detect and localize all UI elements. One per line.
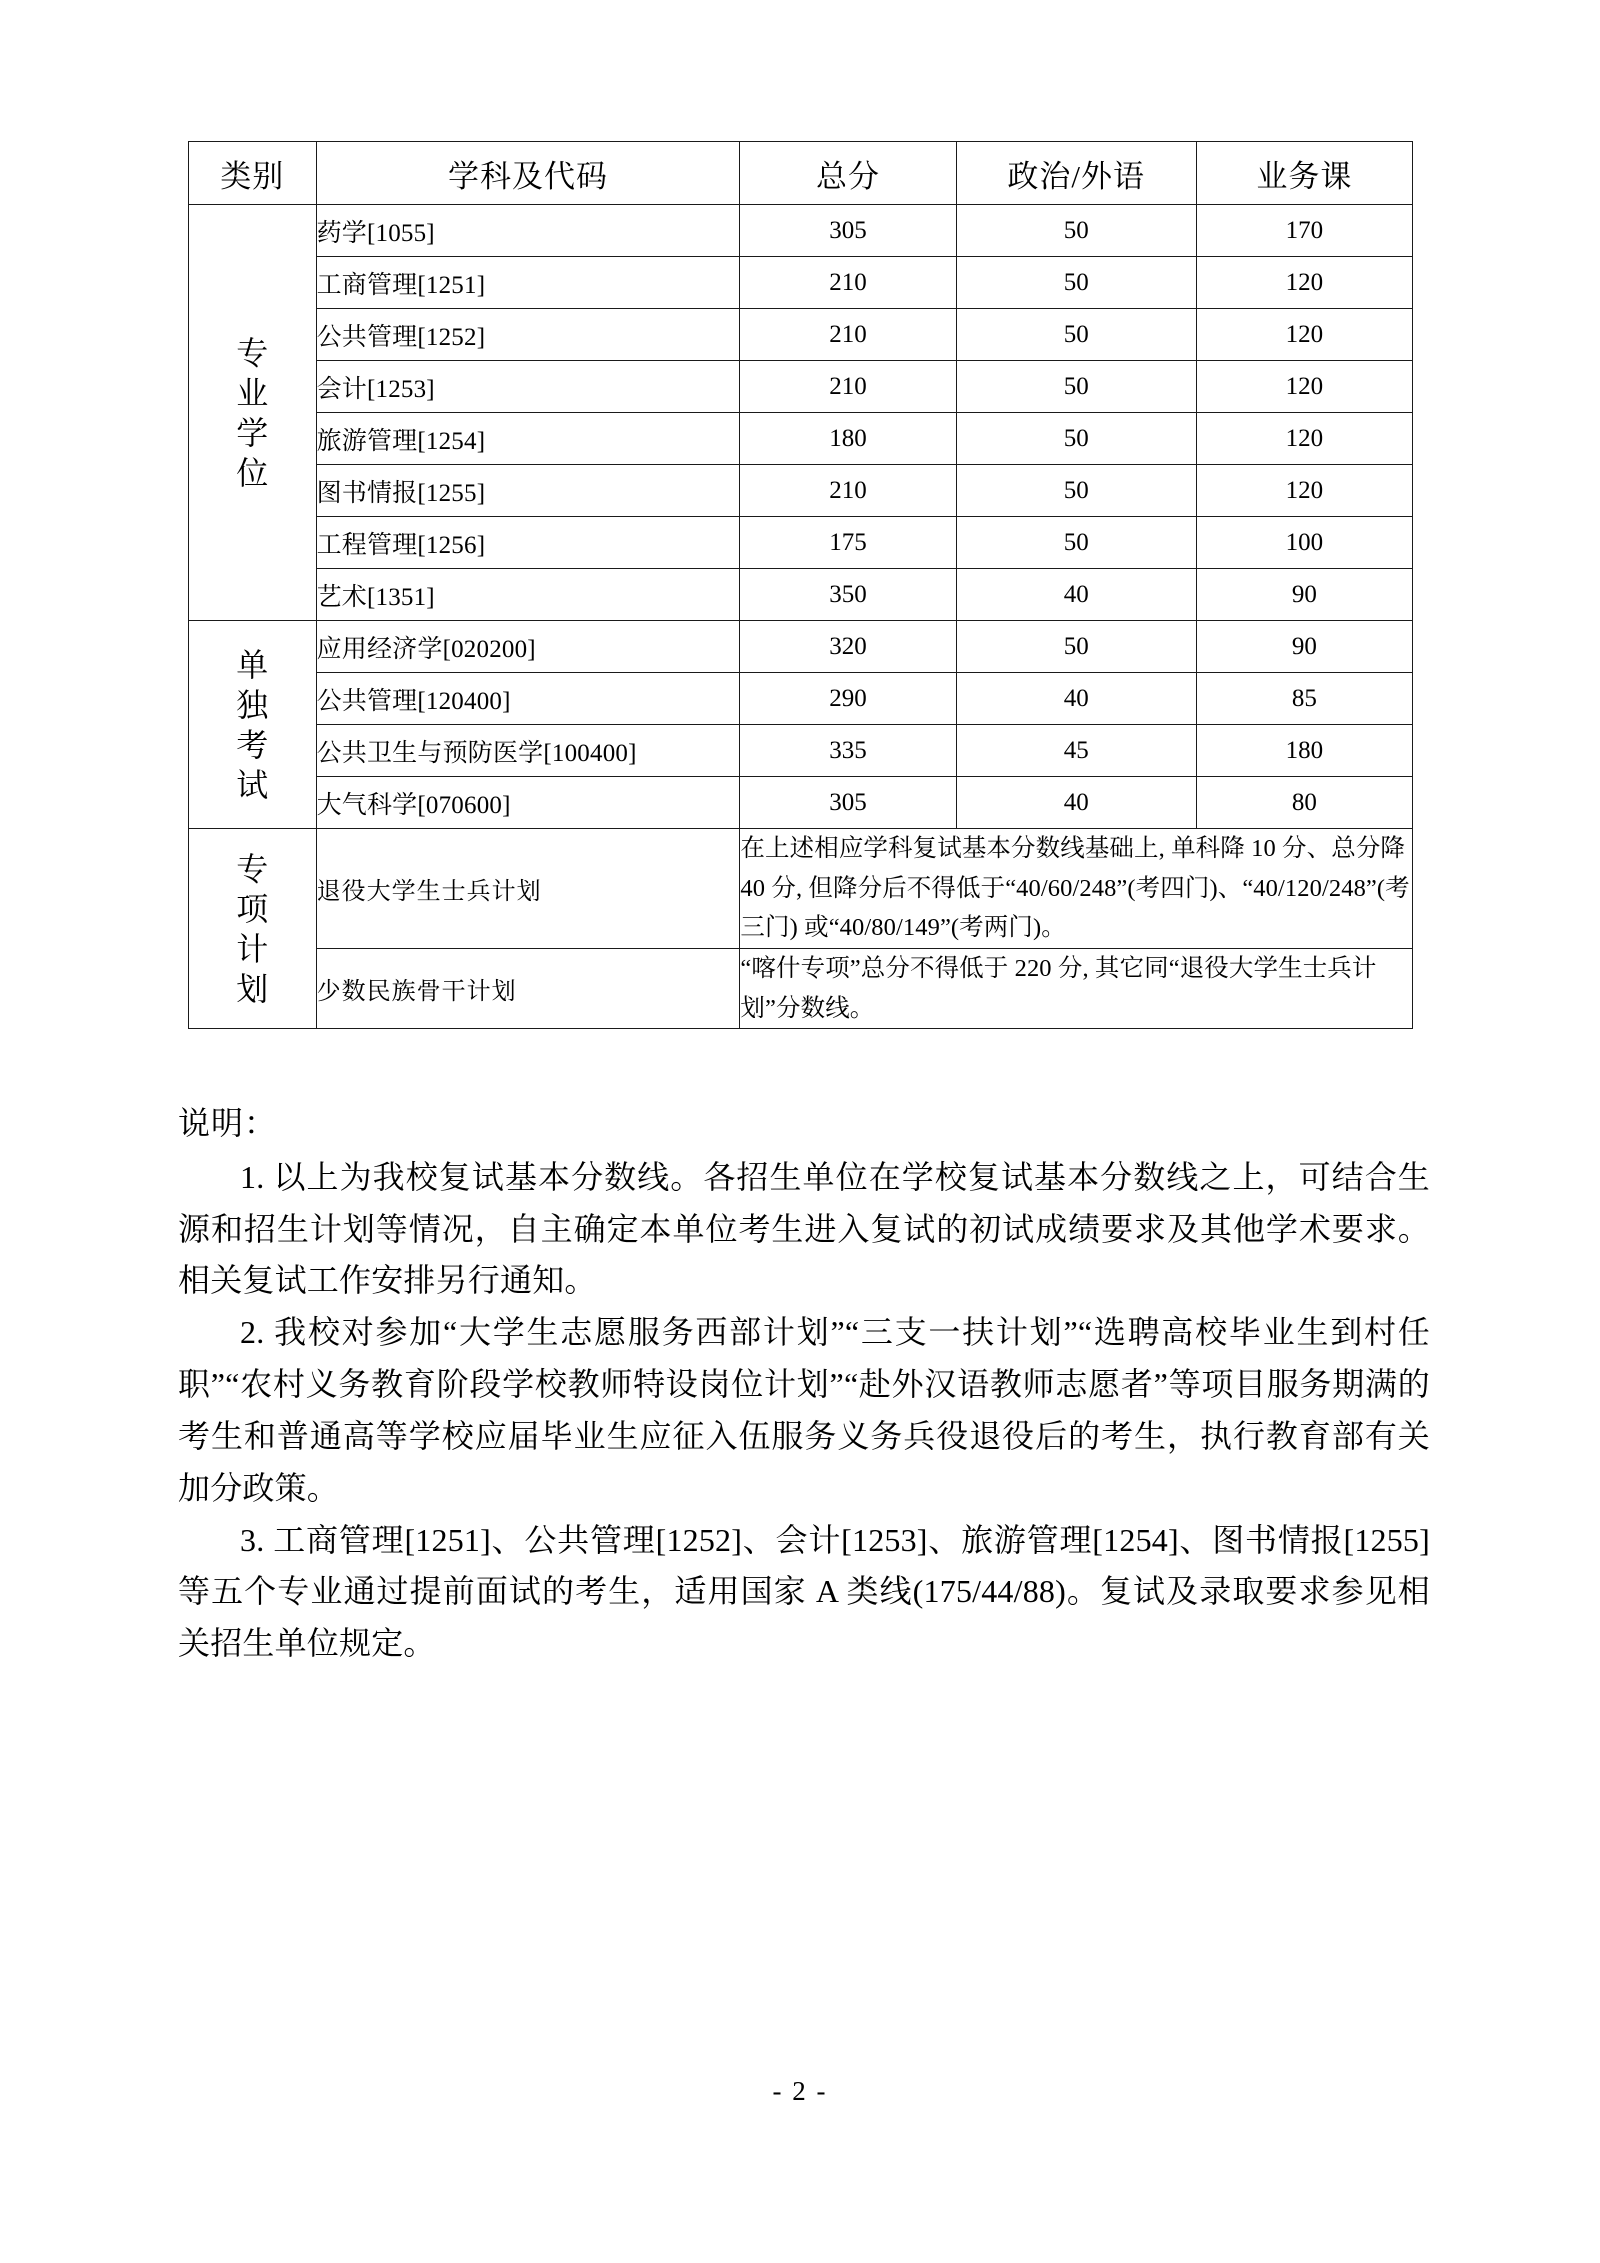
table-header-row bbox=[189, 142, 1413, 205]
special-program-note: “喀什专项”总分不得低于 220 分, 其它同“退役大学生士兵计划”分数线。 bbox=[740, 949, 1413, 1029]
header-politics-foreign: 政治/外语 bbox=[956, 142, 1196, 205]
header-category: 类别 bbox=[189, 142, 317, 205]
professional-cell: 120 bbox=[1196, 361, 1412, 413]
category-cell-separate-exam bbox=[189, 621, 317, 829]
total-cell: 290 bbox=[740, 673, 956, 725]
politics-foreign-cell: 50 bbox=[956, 257, 1196, 309]
page-footer: - 2 - bbox=[772, 2076, 828, 2106]
total-cell: 335 bbox=[740, 725, 956, 777]
table-row bbox=[189, 829, 1413, 949]
professional-cell: 100 bbox=[1196, 517, 1412, 569]
total-cell: 305 bbox=[740, 205, 956, 257]
politics-foreign-cell: 50 bbox=[956, 205, 1196, 257]
total-cell: 210 bbox=[740, 309, 956, 361]
note-item: 2. 我校对参加“大学生志愿服务西部计划”“三支一扶计划”“选聘高校毕业生到村任职”“农村义务教育阶段学校教师特设岗位计划”“赴外汉语教师志愿者”等项目服务期满的考生和普通高等学校应届毕业生应征入伍服务义务兵役退役后的考生，执行教育部有关加分政策。 bbox=[178, 1314, 1430, 1506]
professional-cell: 180 bbox=[1196, 725, 1412, 777]
politics-foreign-cell: 50 bbox=[956, 517, 1196, 569]
category-label: 专业学位 bbox=[236, 334, 269, 491]
total-cell: 210 bbox=[740, 257, 956, 309]
total-cell: 320 bbox=[740, 621, 956, 673]
total-cell: 175 bbox=[740, 517, 956, 569]
subject-cell: 会计[1253] bbox=[316, 361, 740, 413]
total-cell: 210 bbox=[740, 465, 956, 517]
professional-cell: 85 bbox=[1196, 673, 1412, 725]
table-row bbox=[189, 621, 1413, 673]
table-row bbox=[189, 777, 1413, 829]
table-row bbox=[189, 725, 1413, 777]
total-cell: 350 bbox=[740, 569, 956, 621]
special-program-label: 退役大学生士兵计划 bbox=[316, 829, 740, 949]
total-cell: 305 bbox=[740, 777, 956, 829]
professional-cell: 120 bbox=[1196, 309, 1412, 361]
category-label: 专项计划 bbox=[236, 850, 269, 1007]
subject-cell: 应用经济学[020200] bbox=[316, 621, 740, 673]
politics-foreign-cell: 50 bbox=[956, 309, 1196, 361]
professional-cell: 120 bbox=[1196, 413, 1412, 465]
category-cell-special-program bbox=[189, 829, 317, 1029]
politics-foreign-cell: 50 bbox=[956, 621, 1196, 673]
table-row bbox=[189, 949, 1413, 1029]
header-total: 总分 bbox=[740, 142, 956, 205]
politics-foreign-cell: 50 bbox=[956, 361, 1196, 413]
notes-section bbox=[178, 1098, 1430, 1670]
table-row bbox=[189, 465, 1413, 517]
politics-foreign-cell: 40 bbox=[956, 569, 1196, 621]
subject-cell: 图书情报[1255] bbox=[316, 465, 740, 517]
subject-cell: 公共管理[1252] bbox=[316, 309, 740, 361]
subject-cell: 工程管理[1256] bbox=[316, 517, 740, 569]
note-item: 1. 以上为我校复试基本分数线。各招生单位在学校复试基本分数线之上，可结合生源和招生计划等情况，自主确定本单位考生进入复试的初试成绩要求及其他学术要求。相关复试工作安排另行通知。 bbox=[178, 1158, 1430, 1299]
table-row bbox=[189, 517, 1413, 569]
professional-cell: 90 bbox=[1196, 569, 1412, 621]
table-row bbox=[189, 361, 1413, 413]
subject-cell: 公共管理[120400] bbox=[316, 673, 740, 725]
subject-cell: 工商管理[1251] bbox=[316, 257, 740, 309]
table-row bbox=[189, 413, 1413, 465]
professional-cell: 80 bbox=[1196, 777, 1412, 829]
total-cell: 210 bbox=[740, 361, 956, 413]
table-row bbox=[189, 309, 1413, 361]
politics-foreign-cell: 45 bbox=[956, 725, 1196, 777]
professional-cell: 90 bbox=[1196, 621, 1412, 673]
politics-foreign-cell: 40 bbox=[956, 777, 1196, 829]
subject-cell: 公共卫生与预防医学[100400] bbox=[316, 725, 740, 777]
header-professional: 业务课 bbox=[1196, 142, 1412, 205]
table-row bbox=[189, 673, 1413, 725]
category-label: 单独考试 bbox=[236, 646, 269, 803]
politics-foreign-cell: 50 bbox=[956, 465, 1196, 517]
politics-foreign-cell: 40 bbox=[956, 673, 1196, 725]
score-line-table bbox=[188, 141, 1413, 1029]
total-cell: 180 bbox=[740, 413, 956, 465]
subject-cell: 药学[1055] bbox=[316, 205, 740, 257]
notes-title: 说明： bbox=[178, 1105, 278, 1141]
subject-cell: 大气科学[070600] bbox=[316, 777, 740, 829]
table-row bbox=[189, 205, 1413, 257]
subject-cell: 旅游管理[1254] bbox=[316, 413, 740, 465]
table-row bbox=[189, 257, 1413, 309]
header-subject: 学科及代码 bbox=[316, 142, 740, 205]
category-cell-professional-degree bbox=[189, 205, 317, 621]
professional-cell: 120 bbox=[1196, 257, 1412, 309]
professional-cell: 170 bbox=[1196, 205, 1412, 257]
special-program-note: 在上述相应学科复试基本分数线基础上, 单科降 10 分、总分降 40 分, 但降分后不得低于“40/60/248”(考四门)、“40/120/248”(考三门) 或“40/80/149”(考两门)。 bbox=[740, 829, 1413, 949]
special-program-label: 少数民族骨干计划 bbox=[316, 949, 740, 1029]
note-item: 3. 工商管理[1251]、公共管理[1252]、会计[1253]、旅游管理[1254]、图书情报[1255]等五个专业通过提前面试的考生，适用国家 A 类线(175/44/88)。复试及录取要求参见相关招生单位规定。 bbox=[178, 1521, 1430, 1662]
politics-foreign-cell: 50 bbox=[956, 413, 1196, 465]
professional-cell: 120 bbox=[1196, 465, 1412, 517]
table-row bbox=[189, 569, 1413, 621]
subject-cell: 艺术[1351] bbox=[316, 569, 740, 621]
